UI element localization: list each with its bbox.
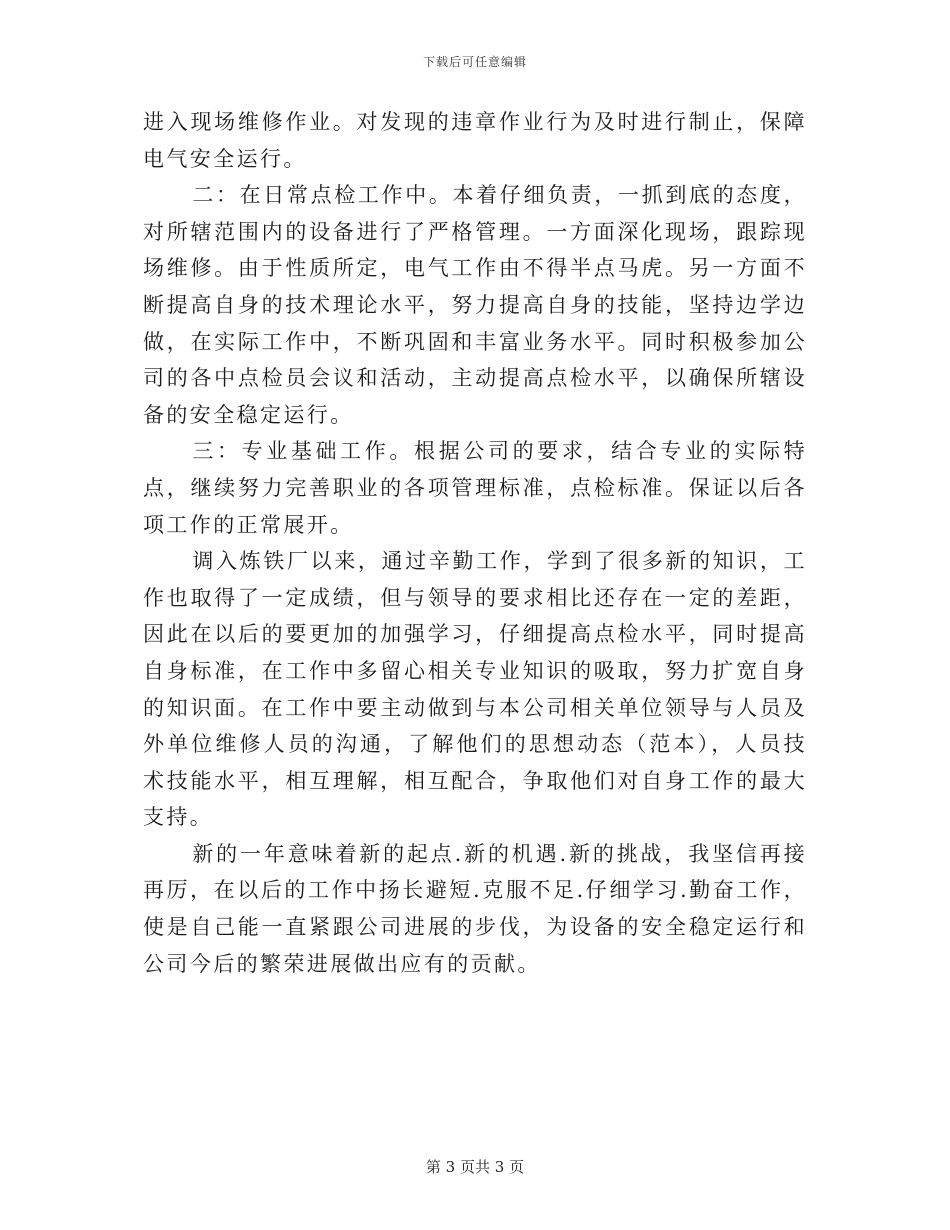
paragraph-continuation: 进入现场维修作业。对发现的违章作业行为及时进行制止，保障电气安全运行。	[143, 110, 807, 171]
page-number-footer: 第 3 页共 3 页	[425, 1158, 525, 1176]
paragraph-section-two: 二：在日常点检工作中。本着仔细负责，一抓到底的态度，对所辖范围内的设备进行了严格管理。一方面深化现场，跟踪现场维修。由于性质所定，电气工作由不得半点马虎。另一方面不断提高自身的技术理论水平，努力提高自身的技能，坚持边学边做，在实际工作中，不断巩固和丰富业务水平。同时积极参加公司的各中点检员会议和活动，主动提高点检水平，以确保所辖设备的安全稳定运行。	[143, 183, 807, 427]
paragraph-section-three: 三：专业基础工作。根据公司的要求，结合专业的实际特点，继续努力完善职业的各项管理标准，点检标准。保证以后各项工作的正常展开。	[143, 439, 807, 537]
document-body	[143, 104, 807, 982]
page-header: 下载后可任意编辑	[422, 55, 527, 69]
paragraph-self-assessment: 调入炼铁厂以来，通过辛勤工作，学到了很多新的知识，工作也取得了一定成绩，但与领导的要求相比还存在一定的差距，因此在以后的要更加的加强学习，仔细提高点检水平，同时提高自身标准，在工作中多留心相关专业知识的吸取，努力扩宽自身的知识面。在工作中要主动做到与本公司相关单位领导与人员及外单位维修人员的沟通，了解他们的思想动态（范本），人员技术技能水平，相互理解，相互配合，争取他们对自身工作的最大支持。	[143, 549, 807, 830]
paragraph-new-year-outlook: 新的一年意味着新的起点.新的机遇.新的挑战，我坚信再接再厉，在以后的工作中扬长避短.克服不足.仔细学习.勤奋工作，使是自己能一直紧跟公司进展的步伐，为设备的安全稳定运行和公司今后的繁荣进展做出应有的贡献。	[143, 841, 807, 976]
